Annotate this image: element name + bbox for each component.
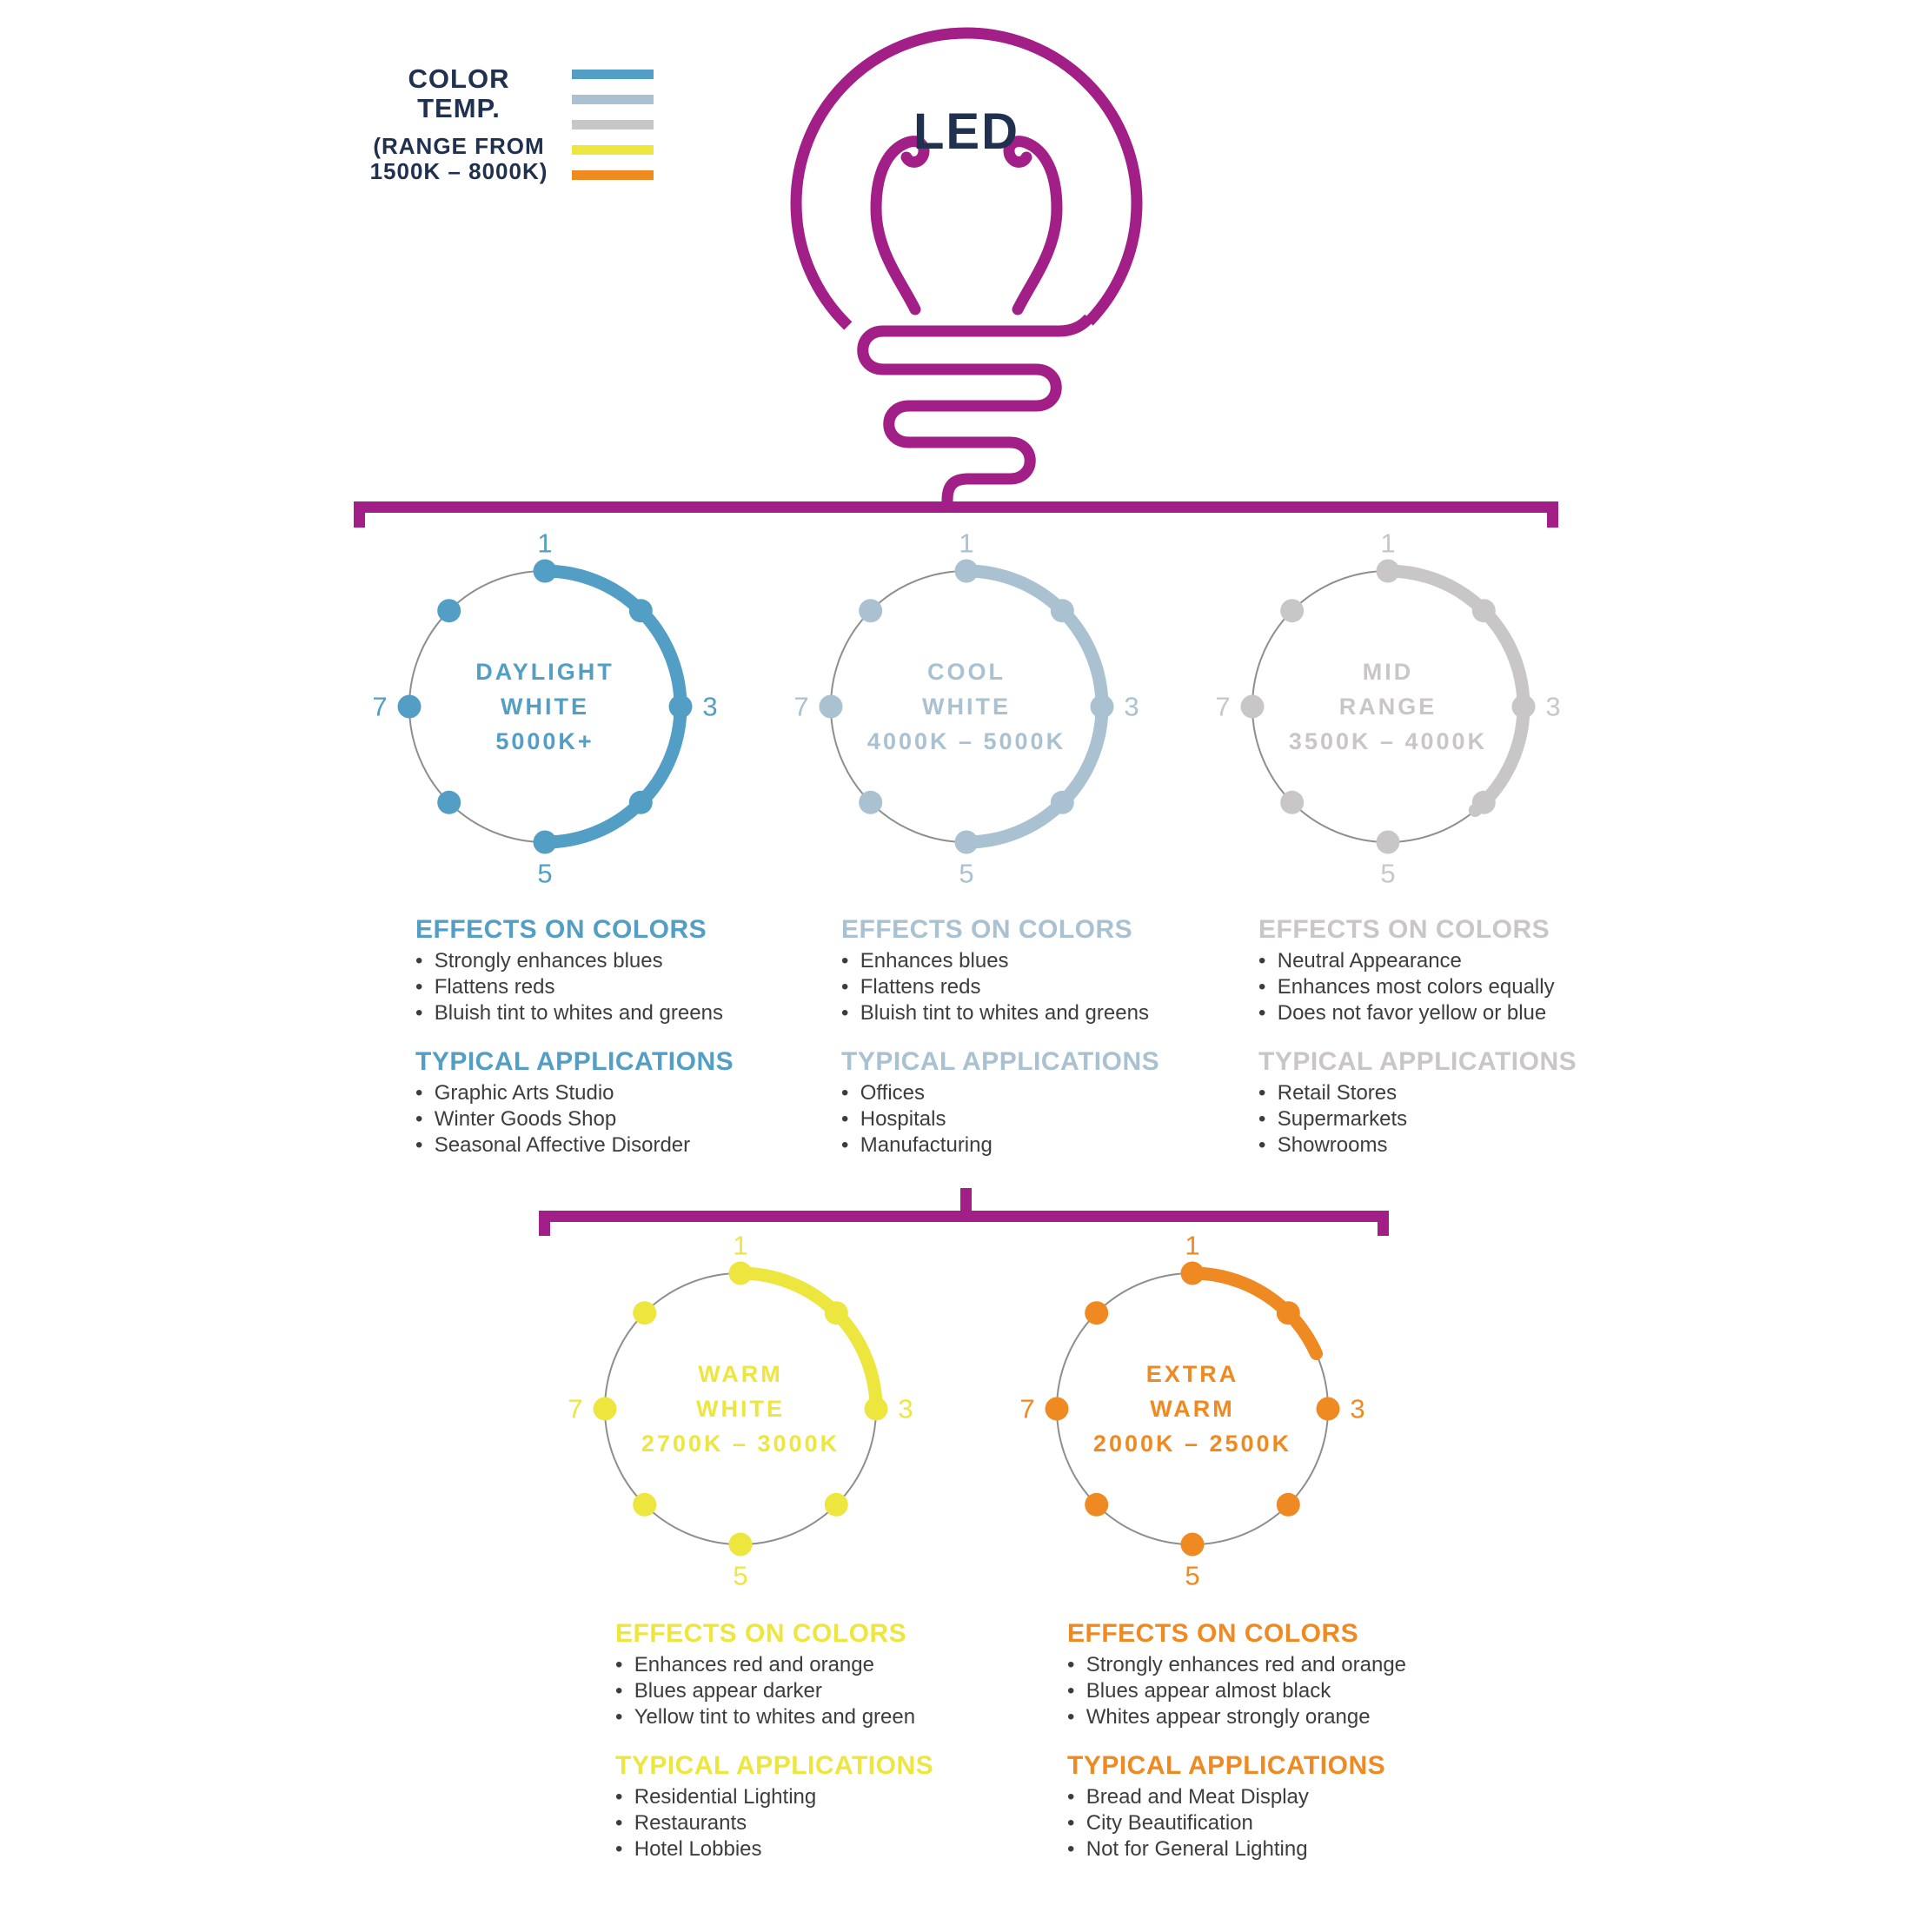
dial-dot bbox=[1085, 1301, 1108, 1325]
dial-tick-number: 7 bbox=[568, 1393, 583, 1424]
dial-dot bbox=[729, 1262, 753, 1285]
legend-subtitle-line2: 1500K – 8000K) bbox=[369, 158, 548, 184]
dial-dot bbox=[629, 791, 653, 814]
dial-cool-white bbox=[758, 498, 1175, 915]
bullet-item: • Bluish tint to whites and greens bbox=[415, 1000, 831, 1026]
dial-label-line: WARM bbox=[698, 1361, 783, 1387]
bullet-item: • Whites appear strongly orange bbox=[1067, 1704, 1483, 1730]
bulb-filament-left bbox=[876, 142, 924, 309]
bullet-item: • Enhances blues bbox=[841, 948, 1257, 974]
dial-dot bbox=[437, 599, 461, 622]
dial-dot bbox=[1181, 1533, 1205, 1557]
effects-heading: EFFECTS ON COLORS bbox=[415, 915, 707, 944]
applications-heading: TYPICAL APPLICATIONS bbox=[415, 1047, 734, 1076]
dial-dot bbox=[1472, 599, 1496, 622]
dial-label-line: WARM bbox=[1150, 1396, 1235, 1422]
legend-swatch-cool-white bbox=[572, 95, 654, 104]
bullet-item: • Residential Lighting bbox=[615, 1784, 1031, 1810]
bullet-list bbox=[415, 948, 831, 1026]
dial-tick-number: 5 bbox=[1185, 1560, 1200, 1591]
dial-dot bbox=[859, 599, 882, 622]
bullet-list bbox=[615, 1784, 1031, 1862]
dial-info-daylight-white bbox=[415, 913, 831, 1178]
dial-tick-number: 1 bbox=[537, 528, 553, 559]
dial-tick-number: 7 bbox=[372, 691, 388, 722]
dial-info-mid-range bbox=[1258, 913, 1674, 1178]
dial-dot bbox=[1085, 1493, 1108, 1517]
bulb-base-squiggle bbox=[863, 318, 1089, 509]
branch-stub-bottom bbox=[960, 1188, 972, 1214]
applications-heading: TYPICAL APPLICATIONS bbox=[1258, 1047, 1577, 1076]
bullet-item: • Hospitals bbox=[841, 1106, 1257, 1132]
bullet-list bbox=[1067, 1652, 1483, 1730]
legend-swatch-extra-warm bbox=[572, 170, 654, 180]
applications-heading: TYPICAL APPLICATIONS bbox=[841, 1047, 1160, 1076]
bullet-item: • Manufacturing bbox=[841, 1132, 1257, 1159]
dial-label-line: WHITE bbox=[696, 1396, 785, 1422]
dial-dot bbox=[1377, 831, 1400, 854]
dial-dot bbox=[669, 695, 693, 719]
dial-dot bbox=[633, 1493, 656, 1517]
dial-dot bbox=[1091, 695, 1114, 719]
dial-dot bbox=[437, 791, 461, 814]
dial-dot bbox=[1181, 1262, 1205, 1285]
dial-label-line: WHITE bbox=[501, 694, 589, 720]
dial-dot bbox=[1051, 791, 1074, 814]
legend-text bbox=[368, 64, 549, 196]
effects-heading: EFFECTS ON COLORS bbox=[615, 1619, 907, 1648]
dial-dot bbox=[594, 1398, 617, 1421]
dial-info-warm-white bbox=[615, 1617, 1031, 1882]
legend-subtitle-line1: (RANGE FROM bbox=[373, 133, 545, 159]
dial-tick-number: 5 bbox=[1380, 858, 1396, 889]
bullet-item: • Flattens reds bbox=[415, 974, 831, 1000]
dial-label-line: COOL bbox=[927, 659, 1006, 685]
bullet-item: • Bread and Meat Display bbox=[1067, 1784, 1483, 1810]
dial-dot bbox=[1241, 695, 1265, 719]
bulb-filament-right bbox=[1009, 142, 1057, 309]
dial-label-line: 2700K – 3000K bbox=[641, 1431, 840, 1457]
dial-extra-warm bbox=[984, 1200, 1401, 1617]
dial-dot bbox=[398, 695, 422, 719]
dial-tick-number: 3 bbox=[702, 691, 718, 722]
legend-swatch-warm-white bbox=[572, 145, 654, 155]
effects-heading: EFFECTS ON COLORS bbox=[1067, 1619, 1359, 1648]
dial-info-extra-warm bbox=[1067, 1617, 1483, 1882]
dial-range-arc bbox=[1388, 571, 1524, 811]
bullet-list bbox=[1258, 1080, 1674, 1159]
dial-dot bbox=[1317, 1398, 1340, 1421]
dial-dot bbox=[534, 831, 557, 854]
dial-dot bbox=[1512, 695, 1536, 719]
dial-dot bbox=[633, 1301, 656, 1325]
bullet-list bbox=[1258, 948, 1674, 1026]
dial-dot bbox=[825, 1493, 848, 1517]
dial-tick-number: 7 bbox=[793, 691, 809, 722]
bullet-item: • Offices bbox=[841, 1080, 1257, 1106]
dial-tick-number: 3 bbox=[898, 1393, 913, 1424]
bullet-item: • Bluish tint to whites and greens bbox=[841, 1000, 1257, 1026]
dial-label-line: MID bbox=[1362, 659, 1414, 685]
bullet-list bbox=[841, 948, 1257, 1026]
dial-dot bbox=[1472, 791, 1496, 814]
bullet-item: • Enhances most colors equally bbox=[1258, 974, 1674, 1000]
bullet-item: • Neutral Appearance bbox=[1258, 948, 1674, 974]
dial-tick-number: 1 bbox=[959, 528, 974, 559]
effects-heading: EFFECTS ON COLORS bbox=[1258, 915, 1550, 944]
legend-swatches bbox=[572, 64, 654, 196]
bullet-item: • Flattens reds bbox=[841, 974, 1257, 1000]
dial-tick-number: 5 bbox=[537, 858, 553, 889]
bullet-item: • Does not favor yellow or blue bbox=[1258, 1000, 1674, 1026]
dial-dot bbox=[1277, 1493, 1300, 1517]
dial-label-line: 3500K – 4000K bbox=[1288, 728, 1488, 754]
dial-dot bbox=[955, 560, 979, 583]
dial-tick-number: 1 bbox=[1380, 528, 1396, 559]
dial-dot bbox=[859, 791, 882, 814]
legend-swatch-mid-range bbox=[572, 120, 654, 129]
bullet-item: • Strongly enhances blues bbox=[415, 948, 831, 974]
bullet-item: • Enhances red and orange bbox=[615, 1652, 1031, 1678]
dial-daylight-white bbox=[336, 498, 754, 915]
dial-dot bbox=[955, 831, 979, 854]
legend-title: COLOR TEMP. bbox=[408, 63, 510, 123]
bullet-item: • Hotel Lobbies bbox=[615, 1836, 1031, 1862]
bullet-item: • Showrooms bbox=[1258, 1132, 1674, 1159]
dial-tick-number: 5 bbox=[733, 1560, 748, 1591]
bullet-list bbox=[1067, 1784, 1483, 1862]
dial-dot bbox=[865, 1398, 888, 1421]
bullet-item: • Seasonal Affective Disorder bbox=[415, 1132, 831, 1159]
bullet-list bbox=[415, 1080, 831, 1159]
dial-dot bbox=[820, 695, 843, 719]
dial-tick-number: 7 bbox=[1215, 691, 1231, 722]
bullet-item: • Not for General Lighting bbox=[1067, 1836, 1483, 1862]
bullet-list bbox=[615, 1652, 1031, 1730]
applications-heading: TYPICAL APPLICATIONS bbox=[1067, 1751, 1386, 1780]
dial-mid-range bbox=[1179, 498, 1597, 915]
dial-tick-number: 5 bbox=[959, 858, 974, 889]
dial-tick-number: 3 bbox=[1350, 1393, 1365, 1424]
color-temp-legend bbox=[368, 64, 654, 196]
bullet-item: • Blues appear almost black bbox=[1067, 1678, 1483, 1704]
bulb-led-label: LED bbox=[913, 103, 1019, 160]
dial-label-line: WHITE bbox=[922, 694, 1011, 720]
legend-subtitle bbox=[368, 134, 549, 184]
dial-dot bbox=[1280, 791, 1304, 814]
dial-dot bbox=[1280, 599, 1304, 622]
effects-heading: EFFECTS ON COLORS bbox=[841, 915, 1133, 944]
dial-label-line: RANGE bbox=[1338, 694, 1437, 720]
dial-label-line: 4000K – 5000K bbox=[866, 728, 1066, 754]
applications-heading: TYPICAL APPLICATIONS bbox=[615, 1751, 934, 1780]
dial-info-cool-white bbox=[841, 913, 1257, 1178]
bullet-item: • Supermarkets bbox=[1258, 1106, 1674, 1132]
dial-dot bbox=[1377, 560, 1400, 583]
dial-tick-number: 1 bbox=[733, 1230, 748, 1261]
dial-label-line: 5000K+ bbox=[495, 728, 594, 754]
dial-warm-white bbox=[532, 1200, 949, 1617]
dial-range-arc bbox=[740, 1273, 876, 1413]
bullet-item: • Blues appear darker bbox=[615, 1678, 1031, 1704]
dial-dot bbox=[1046, 1398, 1069, 1421]
dial-label-line: EXTRA bbox=[1145, 1361, 1239, 1387]
dial-dot bbox=[825, 1301, 848, 1325]
dial-tick-number: 3 bbox=[1124, 691, 1139, 722]
dial-tick-number: 7 bbox=[1019, 1393, 1035, 1424]
dial-dot bbox=[1051, 599, 1074, 622]
dial-dot bbox=[629, 599, 653, 622]
bullet-list bbox=[841, 1080, 1257, 1159]
bullet-item: • Yellow tint to whites and green bbox=[615, 1704, 1031, 1730]
bullet-item: • Graphic Arts Studio bbox=[415, 1080, 831, 1106]
dial-dot bbox=[729, 1533, 753, 1557]
bullet-item: • Winter Goods Shop bbox=[415, 1106, 831, 1132]
bullet-item: • Strongly enhances red and orange bbox=[1067, 1652, 1483, 1678]
bullet-item: • Restaurants bbox=[615, 1810, 1031, 1836]
bullet-item: • Retail Stores bbox=[1258, 1080, 1674, 1106]
dial-tick-number: 1 bbox=[1185, 1230, 1200, 1261]
dial-dot bbox=[1277, 1301, 1300, 1325]
dial-label-line: 2000K – 2500K bbox=[1092, 1431, 1292, 1457]
legend-swatch-daylight-white bbox=[572, 70, 654, 79]
dial-dot bbox=[534, 560, 557, 583]
dial-label-line: DAYLIGHT bbox=[475, 659, 614, 685]
bullet-item: • City Beautification bbox=[1067, 1810, 1483, 1836]
dial-tick-number: 3 bbox=[1545, 691, 1561, 722]
